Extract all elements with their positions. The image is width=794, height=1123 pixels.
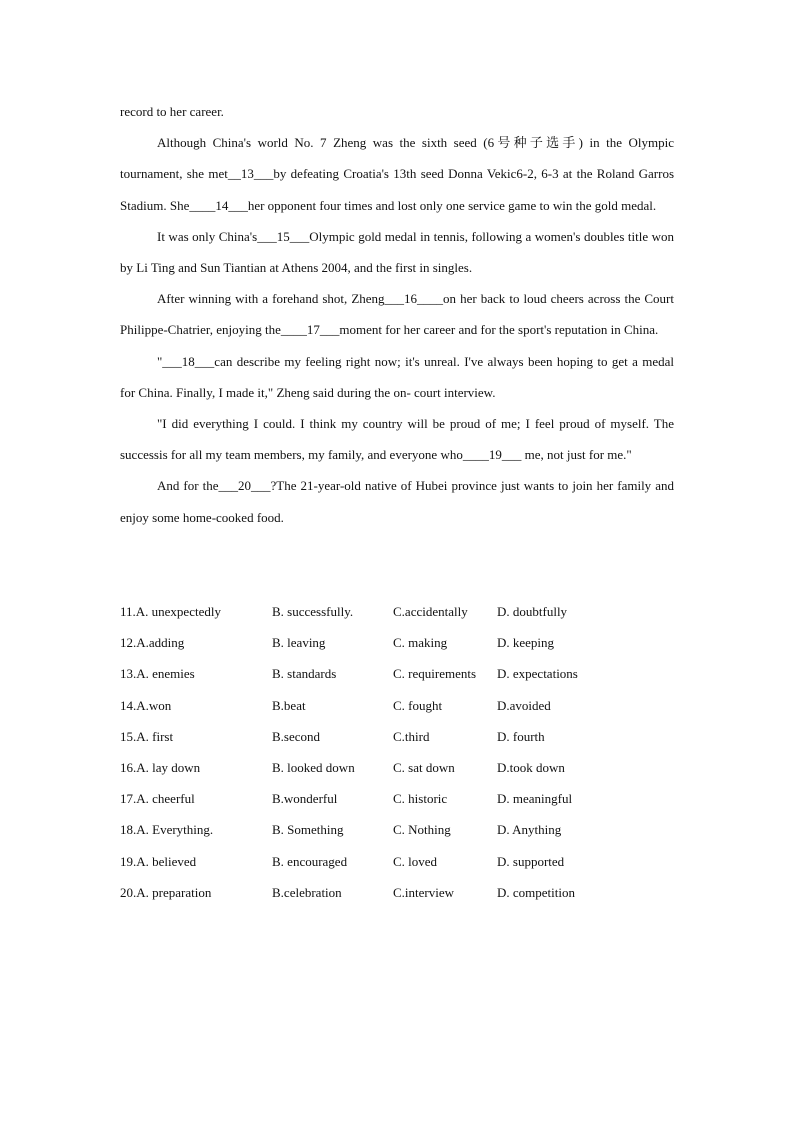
option-row-14 — [120, 690, 680, 721]
passage — [120, 96, 674, 533]
paragraph-proud-quote: "I did everything I could. I think my country will be proud of me; I feel proud of myself. The successis for all my team members, my family, and everyone who____19___ me, not just for me." — [120, 416, 674, 463]
paragraph-continuation: record to her career. — [120, 104, 224, 119]
option-row-18 — [120, 814, 680, 845]
option-d: D. Anything — [497, 822, 562, 838]
option-c: C. loved — [393, 853, 438, 869]
option-c: C. historic — [393, 791, 448, 807]
option-a: 18.A. Everything. — [120, 822, 214, 838]
option-d: D. meaningful — [497, 791, 573, 807]
option-c: C. fought — [393, 697, 443, 713]
option-d: D. supported — [497, 853, 565, 869]
option-c: C.third — [393, 728, 430, 744]
option-row-12 — [120, 627, 680, 658]
option-c: C. Nothing — [393, 822, 451, 838]
option-row-19 — [120, 846, 680, 877]
option-a: 17.A. cheerful — [120, 791, 195, 807]
option-c: C.interview — [393, 884, 455, 900]
option-b: B. standards — [272, 666, 337, 682]
paragraph-feeling-quote: "___18___can describe my feeling right now; it's unreal. I've always been hoping to get a medal for China. Finally, I made it," Zheng said during the on- court interview. — [120, 353, 674, 400]
option-a: 13.A. enemies — [120, 666, 195, 682]
option-c: C. sat down — [393, 759, 455, 775]
option-d: D.avoided — [497, 697, 551, 713]
option-b: B.second — [272, 728, 321, 744]
option-a: 14.A.won — [120, 697, 172, 713]
option-c: C.accidentally — [393, 604, 468, 619]
option-c: C. making — [393, 635, 448, 651]
option-a: 12.A.adding — [120, 635, 185, 651]
option-a: 16.A. lay down — [120, 759, 201, 775]
option-d: D. keeping — [497, 635, 555, 651]
option-row-20 — [120, 877, 680, 908]
option-row-13 — [120, 658, 680, 689]
option-d: D. doubtfully — [497, 604, 568, 619]
paragraph-forehand-shot: After winning with a forehand shot, Zheng___16____on her back to loud cheers across the Court Philippe-Chatrier, enjoying the____17___moment for her career and for the sport's reputation in China. — [120, 291, 674, 338]
option-d: D.took down — [497, 759, 565, 775]
option-row-15 — [120, 721, 680, 752]
option-b: B.beat — [272, 697, 306, 713]
option-row-17 — [120, 783, 680, 814]
option-a: 20.A. preparation — [120, 884, 212, 900]
option-d: D. expectations — [497, 666, 578, 682]
option-b: B. encouraged — [272, 853, 348, 869]
paragraph-olympic-medal: It was only China's___15___Olympic gold medal in tennis, following a women's doubles title won by Li Ting and Sun Tiantian at Athens 2004, and the first in singles. — [120, 228, 674, 276]
option-d: D. fourth — [497, 728, 545, 744]
option-b: B. successfully. — [272, 604, 354, 619]
option-b: B. looked down — [272, 759, 355, 775]
option-row-16 — [120, 752, 680, 783]
option-b: B.celebration — [272, 884, 342, 900]
paragraph-zheng-seed: Although China's world No. 7 Zheng was the sixth seed (6号种子选手) in the Olympic tournament, she met__13___by defeating Croatia's 13th seed Donna Vekic6-2, 6-3 at the Roland Garros Stadium. She____14___her opponent four times and lost only one service game to win the gold medal. — [120, 135, 674, 213]
option-b: B.wonderful — [272, 791, 338, 807]
option-d: D. competition — [497, 884, 575, 900]
option-a: 15.A. first — [120, 728, 174, 744]
option-b: B. leaving — [272, 635, 326, 651]
option-c: C. requirements — [393, 666, 477, 682]
paragraph-home-food: And for the___20___?The 21-year-old native of Hubei province just wants to join her family and enjoy some home-cooked food. — [120, 478, 674, 525]
option-b: B. Something — [272, 822, 344, 838]
option-row-11 — [120, 596, 680, 627]
option-a: 11.A. unexpectedly — [120, 604, 221, 619]
answer-options — [120, 596, 680, 908]
option-a: 19.A. believed — [120, 853, 197, 869]
